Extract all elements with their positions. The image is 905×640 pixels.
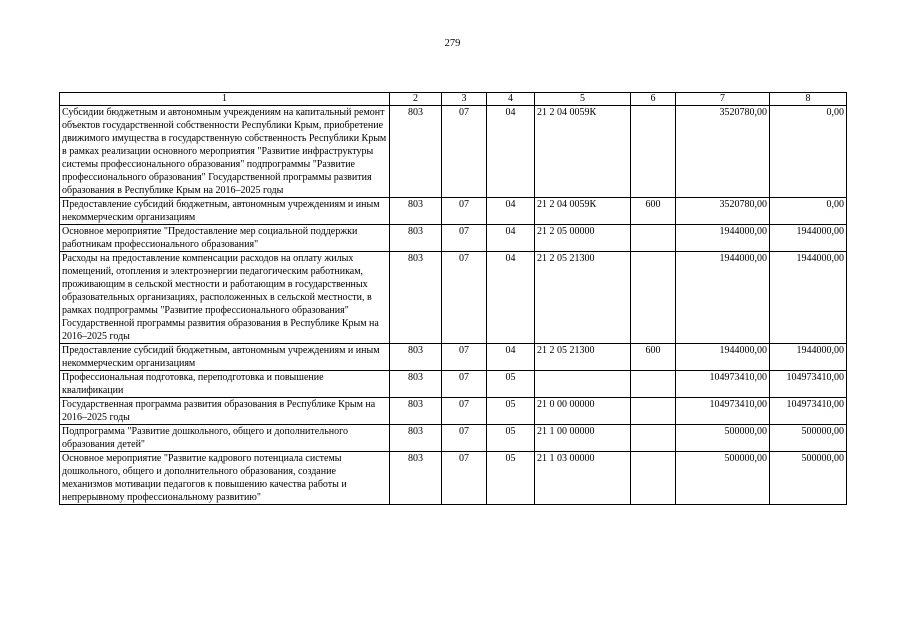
row-name: Подпрограмма "Развитие дошкольного, общего и дополнительного образования детей": [60, 425, 390, 452]
column-header: 7: [676, 93, 770, 106]
target-article-code: 21 1 03 00000: [535, 452, 631, 505]
amount-col7: 1944000,00: [676, 344, 770, 371]
target-article-code: [535, 371, 631, 398]
amount-col8: 1944000,00: [770, 344, 847, 371]
target-article-code: 21 2 05 21300: [535, 344, 631, 371]
table-row: [60, 425, 847, 452]
target-article-code: 21 0 00 00000: [535, 398, 631, 425]
amount-col8: 500000,00: [770, 425, 847, 452]
section-code: 07: [442, 452, 487, 505]
column-header: 3: [442, 93, 487, 106]
section-code: 07: [442, 425, 487, 452]
amount-col8: 104973410,00: [770, 398, 847, 425]
table-row: [60, 225, 847, 252]
table-row: [60, 198, 847, 225]
target-article-code: 21 1 00 00000: [535, 425, 631, 452]
subsection-code: 04: [487, 252, 535, 344]
table-row: [60, 106, 847, 198]
amount-col8: 1944000,00: [770, 225, 847, 252]
table-row: [60, 398, 847, 425]
amount-col7: 1944000,00: [676, 225, 770, 252]
amount-col7: 3520780,00: [676, 198, 770, 225]
table-header-row: [60, 93, 847, 106]
amount-col8: 104973410,00: [770, 371, 847, 398]
section-code: 07: [442, 398, 487, 425]
amount-col7: 3520780,00: [676, 106, 770, 198]
amount-col7: 500000,00: [676, 452, 770, 505]
amount-col8: 0,00: [770, 106, 847, 198]
amount-col7: 104973410,00: [676, 371, 770, 398]
table-row: [60, 371, 847, 398]
expense-type-code: [631, 425, 676, 452]
expense-type-code: [631, 106, 676, 198]
row-name: Основное мероприятие "Предоставление мер социальной поддержки работникам профессионального образования": [60, 225, 390, 252]
section-code: 07: [442, 371, 487, 398]
row-name: Предоставление субсидий бюджетным, автономным учреждениям и иным некоммерческим организациям: [60, 198, 390, 225]
expense-type-code: 600: [631, 198, 676, 225]
expense-type-code: [631, 252, 676, 344]
table-row: [60, 452, 847, 505]
ministry-code: 803: [390, 344, 442, 371]
subsection-code: 05: [487, 452, 535, 505]
subsection-code: 04: [487, 344, 535, 371]
table-row: [60, 252, 847, 344]
section-code: 07: [442, 225, 487, 252]
column-header: 6: [631, 93, 676, 106]
ministry-code: 803: [390, 398, 442, 425]
ministry-code: 803: [390, 106, 442, 198]
target-article-code: 21 2 05 00000: [535, 225, 631, 252]
row-name: Государственная программа развития образования в Республике Крым на 2016–2025 годы: [60, 398, 390, 425]
ministry-code: 803: [390, 371, 442, 398]
expense-type-code: [631, 398, 676, 425]
expense-type-code: [631, 371, 676, 398]
ministry-code: 803: [390, 452, 442, 505]
ministry-code: 803: [390, 425, 442, 452]
section-code: 07: [442, 106, 487, 198]
column-header: 2: [390, 93, 442, 106]
budget-table: [59, 92, 847, 505]
subsection-code: 04: [487, 225, 535, 252]
column-header: 5: [535, 93, 631, 106]
amount-col8: 500000,00: [770, 452, 847, 505]
amount-col8: 1944000,00: [770, 252, 847, 344]
amount-col8: 0,00: [770, 198, 847, 225]
section-code: 07: [442, 252, 487, 344]
target-article-code: 21 2 04 0059К: [535, 198, 631, 225]
row-name: Субсидии бюджетным и автономным учреждениям на капитальный ремонт объектов государственной собственности Республики Крым, приобретение движимого имущества в государственную собственность Республики Крым в рамках реализации основного мероприятия "Развитие инфраструктуры системы профессионального образования" подпрограммы "Развитие профессионального образования" Государственной программы развития образования в Республике Крым на 2016–2025 годы: [60, 106, 390, 198]
ministry-code: 803: [390, 252, 442, 344]
page-number: 279: [444, 38, 461, 49]
subsection-code: 04: [487, 198, 535, 225]
target-article-code: 21 2 04 0059К: [535, 106, 631, 198]
expense-type-code: [631, 225, 676, 252]
ministry-code: 803: [390, 225, 442, 252]
subsection-code: 05: [487, 371, 535, 398]
row-name: Профессиональная подготовка, переподготовка и повышение квалификации: [60, 371, 390, 398]
table-row: [60, 344, 847, 371]
row-name: Расходы на предоставление компенсации расходов на оплату жилых помещений, отопления и электроэнергии педагогическим работникам, проживающим в сельской местности и работающим в государственных образовательных организациях, расположенных в сельской местности, в рамках подпрограммы "Развитие профессионального образования" Государственной программы развития образования в Республике Крым на 2016–2025 годы: [60, 252, 390, 344]
amount-col7: 104973410,00: [676, 398, 770, 425]
subsection-code: 04: [487, 106, 535, 198]
row-name: Основное мероприятие "Развитие кадрового потенциала системы дошкольного, общего и дополнительного образования, создание механизмов мотивации педагогов к повышению качества работы и непрерывному профессиональному развитию": [60, 452, 390, 505]
expense-type-code: 600: [631, 344, 676, 371]
subsection-code: 05: [487, 425, 535, 452]
subsection-code: 05: [487, 398, 535, 425]
column-header: 4: [487, 93, 535, 106]
amount-col7: 1944000,00: [676, 252, 770, 344]
column-header: 1: [60, 93, 390, 106]
row-name: Предоставление субсидий бюджетным, автономным учреждениям и иным некоммерческим организациям: [60, 344, 390, 371]
ministry-code: 803: [390, 198, 442, 225]
section-code: 07: [442, 344, 487, 371]
expense-type-code: [631, 452, 676, 505]
amount-col7: 500000,00: [676, 425, 770, 452]
column-header: 8: [770, 93, 847, 106]
target-article-code: 21 2 05 21300: [535, 252, 631, 344]
section-code: 07: [442, 198, 487, 225]
